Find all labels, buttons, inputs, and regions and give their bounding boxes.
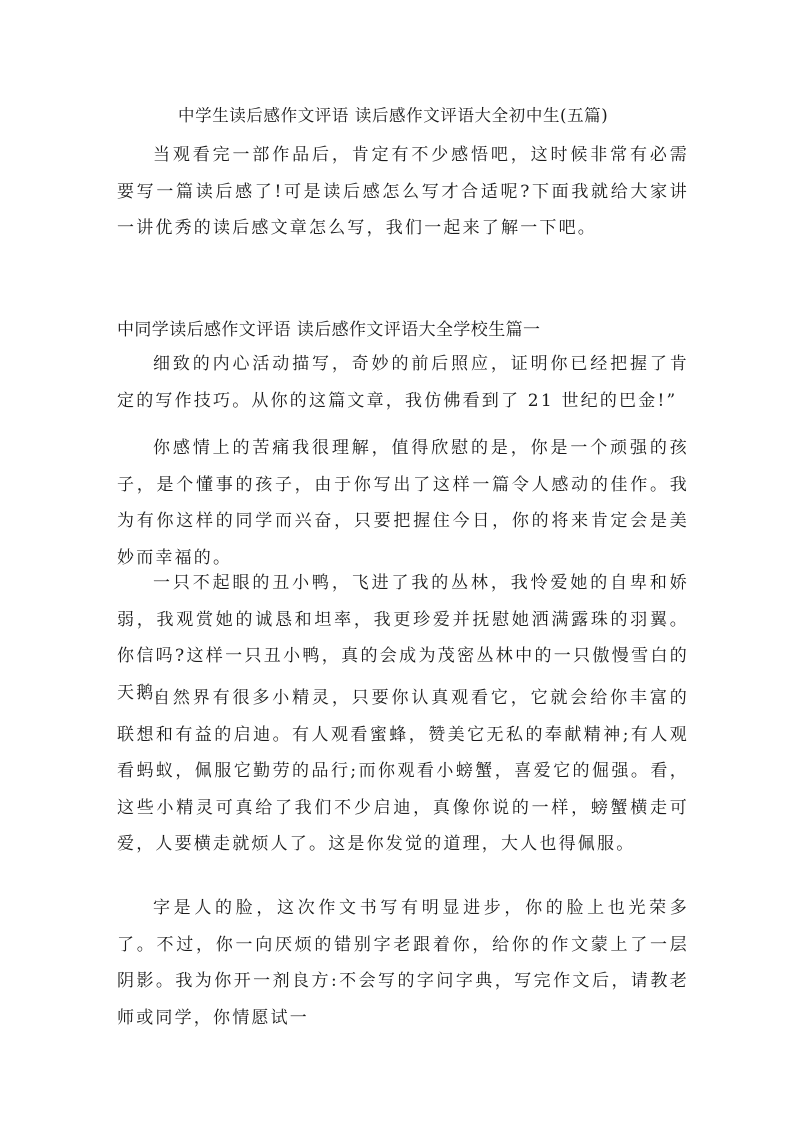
section-heading: 中同学读后感作文评语 读后感作文评语大全学校生篇一 xyxy=(117,320,541,340)
body-paragraph: 你感情上的苦痛我很理解，值得欣慰的是，你是一个顽强的孩子，是个懂事的孩子，由于你写出了这样一篇令人感动的佳作。我为有你这样的同学而兴奋，只要把握住今日，你的将来肯定会是美妙而幸福的。 xyxy=(117,438,689,568)
intro-paragraph: 当观看完一部作品后，肯定有不少感悟吧，这时候非常有必需要写一篇读后感了!可是读后感怎么写才合适呢?下面我就给大家讲一讲优秀的读后感文章怎么写，我们一起来了解一下吧。 xyxy=(117,145,689,238)
body-paragraph: 字是人的脸，这次作文书写有明显进步，你的脸上也光荣多了。不过，你一向厌烦的错别字老跟着你，给你的作文蒙上了一层阴影。我为你开一剂良方:不会写的字问字典，写完作文后，请教老师或同学，你情愿试一 xyxy=(117,898,689,1028)
document-title: 中学生读后感作文评语 读后感作文评语大全初中生(五篇) xyxy=(178,106,609,125)
body-paragraph: 自然界有很多小精灵，只要你认真观看它，它就会给你丰富的联想和有益的启迪。有人观看蜜蜂，赞美它无私的奉献精神;有人观看蚂蚁，佩服它勤劳的品行;而你观看小螃蟹，喜爱它的倔强。看，这些小精灵可真给了我们不少启迪，真像你说的一样，螃蟹横走可爱，人要横走就烦人了。这是你发觉的道理，大人也得佩服。 xyxy=(117,688,689,854)
body-paragraph: 一只不起眼的丑小鸭，飞进了我的丛林，我怜爱她的自卑和娇弱，我观赏她的诚恳和坦率，我更珍爱并抚慰她洒满露珠的羽翼。你信吗?这样一只丑小鸭，真的会成为茂密丛林中的一只傲慢雪白的天鹅。 xyxy=(117,573,689,703)
body-paragraph: 细致的内心活动描写，奇妙的前后照应，证明你已经把握了肯定的写作技巧。从你的这篇文章，我仿佛看到了 21 世纪的巴金!” xyxy=(117,354,689,411)
